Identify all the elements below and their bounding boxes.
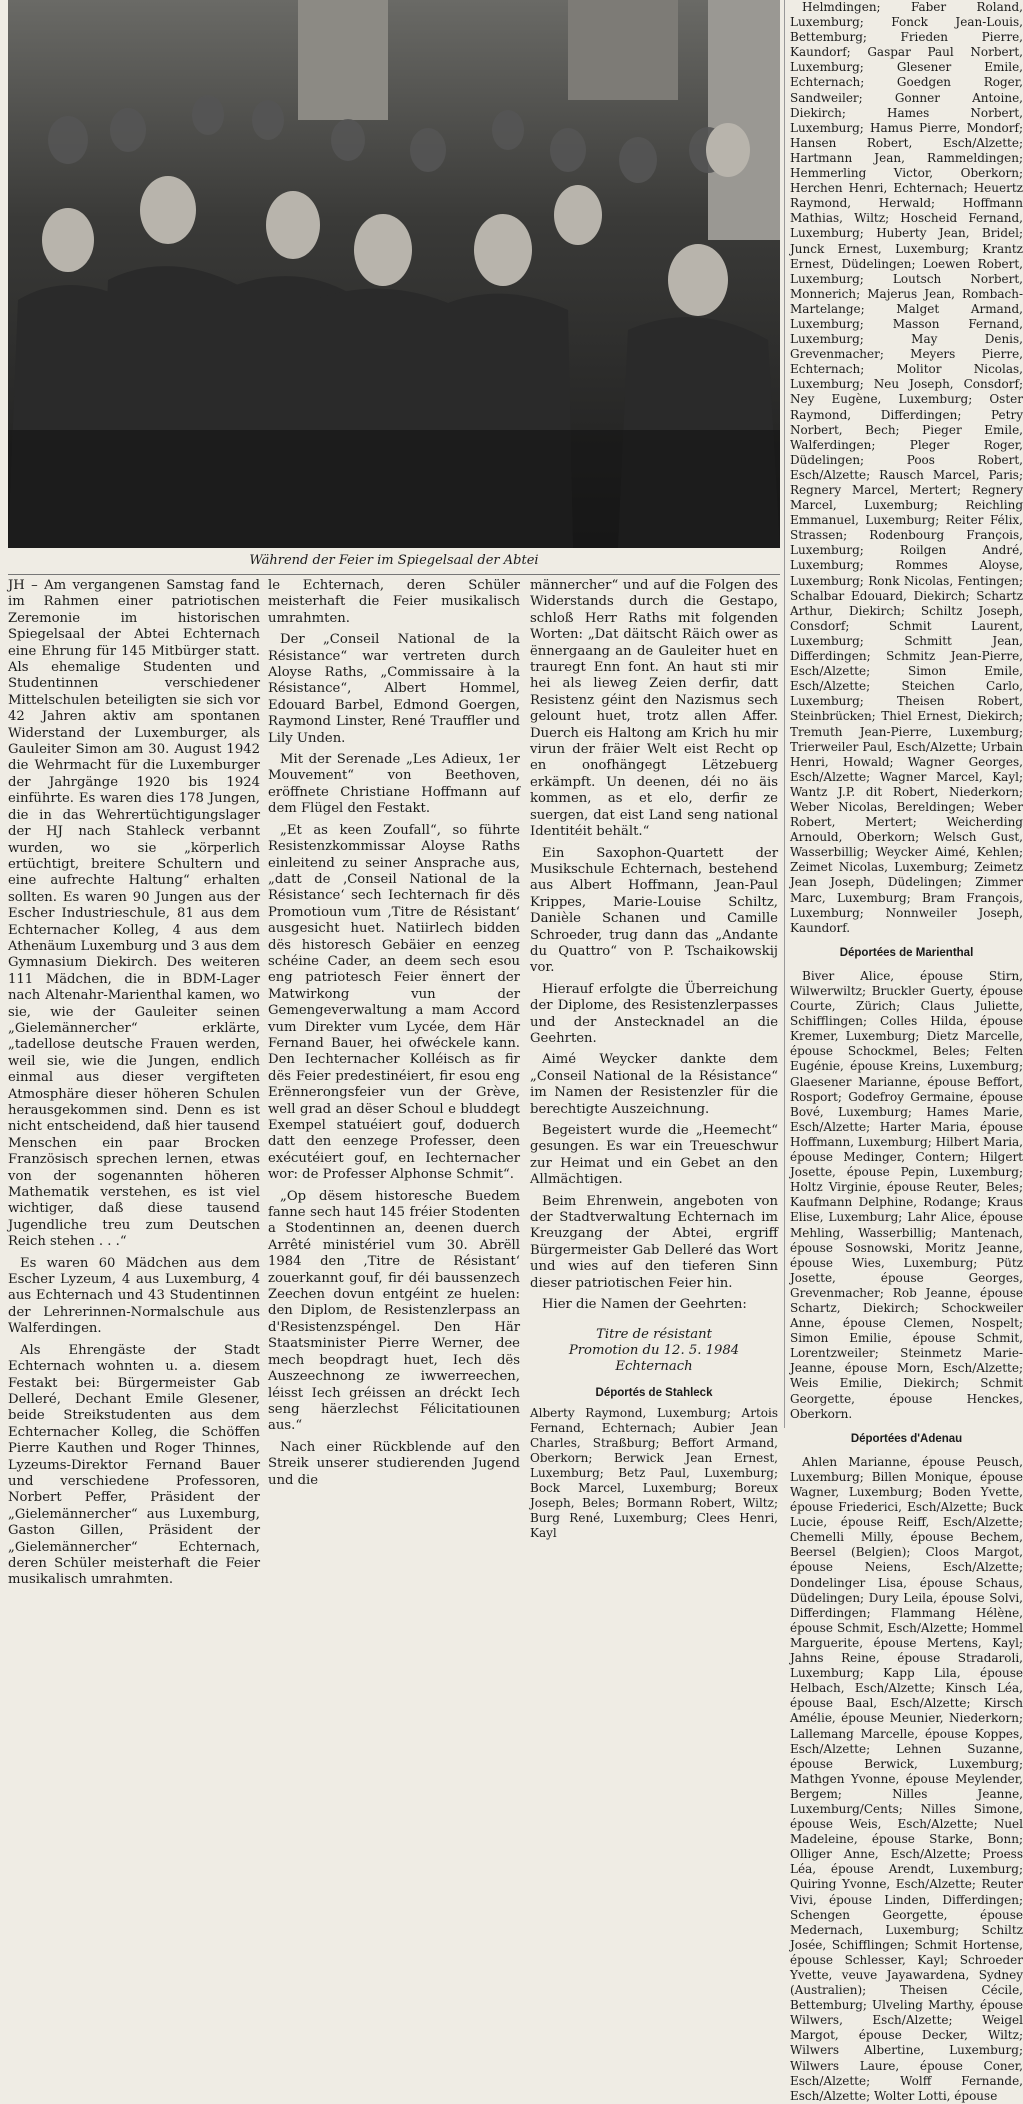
article-column-1 [8, 578, 260, 1594]
paragraph: Der „Conseil National de la Résistance“ war vertreten durch Aloyse Raths, „Commissaire à la Résistance“, Albert Hommel, Edouard Barbel, Edmond Goergen, Raymond Linster, René Trauffler und Lily Unden. [268, 632, 520, 746]
column-divider [784, 0, 785, 1428]
promotion-title-line: Titre de résistant [596, 1327, 712, 1343]
section-heading-adenau: Déportées d'Adenau [850, 1432, 963, 1445]
names-column [790, 0, 1023, 2103]
paragraph: Nach einer Rückblende auf den Streik unserer studierenden Jugend und die [268, 1439, 520, 1488]
paragraph: „Op dësem historesche Buedem fanne sech haut 145 fréier Stodenten a Stodentinnen an, deenen duerch Arrêté ministériel vum 30. Abrëll 1984 den ‚Titre de Résistant‘ zouerkannt gouf, fir déi baussenzech Zeechen dovun entgéint ze huelen: den Diplom, de Resistenzlerpass an d'Resistenzspéngel. Den Här Staatsminister Pierre Werner, dee mech beopdragt huet, Iech dës Auszeechnong ze iwwerreechen, léisst Iech gréissen an dréckt Iech seng häerzlechst Félicitatiounen aus.“ [268, 1188, 520, 1434]
section-heading-marienthal: Déportées de Marienthal [839, 946, 974, 959]
paragraph: Hierauf erfolgte die Überreichung der Diplome, des Resistenzlerpasses und der Anstecknadel an die Geehrten. [530, 981, 778, 1046]
audience-photo [8, 0, 780, 548]
paragraph: Als Ehrengäste der Stadt Echternach wohnten u. a. diesem Festakt bei: Bürgermeister Gab Delleré, Dechant Emile Glesener, beide Streikstudenten aus dem Echternacher Kolleg, die Schöffen Pierre Kauthen und Roger Thinnes, Lyzeums-Direktor Fernand Bauer und verschiedene Professoren, Norbert Peffer, Präsident der „Gielemännercher“ aus Luxemburg, Gaston Gillen, Präsident der „Gielemännercher“ Echternach, deren Schüler meisterhaft die Feier musikalisch umrahmten. [8, 1342, 260, 1588]
paragraph: „Et as keen Zoufall“, so führte Resistenzkommissar Aloyse Raths einleitend zu seiner Ansprache aus, „datt de ‚Conseil National de la Résistance‘ sech Iechternach fir dës Promotioun vum ‚Titre de Résistant‘ ausgesicht huet. Natiirlech bidden dës historesch Gebäier en eenzeg schéine Cader, an deem sech esou eng patriotesch Feier ënnert der Matwirkong vun der Gemengeverwaltung a mam Accord vum Direkter vum Lycée, dem Här Fernand Bauer, hei ofwéckele kann. Den Iechternacher Kolléisch as fir dës Feier predestinéiert, fir esou eng Erënnerongsfeier vun der Grève, well grad an dëser Schoul e bluddegt Exempel statuéiert gouf, doduerch datt den eenzege Professer, deen exécutéiert gouf, en Iechternacher wor: de Professer Alphonse Schmit“. [268, 822, 520, 1183]
paragraph: Mit der Serenade „Les Adieux, 1er Mouvement“ von Beethoven, eröffnete Christiane Hoffmann auf dem Flügel den Festakt. [268, 752, 520, 817]
paragraph: JH – Am vergangenen Samstag fand im Rahmen einer patriotischen Zeremonie im historischen Spiegelsaal der Abtei Echternach eine Ehrung für 145 Mitbürger statt. Als ehemalige Studenten und Studentinnen verschiedener Mittelschulen beteiligten sie sich vor 42 Jahren aktiv am spontanen Widerstand der Luxemburger, als Gauleiter Simon am 30. August 1942 die Wehrmacht für die Luxemburger der Jahrgänge 1920 bis 1924 einführte. Es waren dies 178 Jungen, die in das Wehrertüchtigungslager der HJ nach Stahleck verbannt wurden, wo sie „körperlich ertüchtigt, breitere Schultern und eine aufrechte Haltung“ erhalten sollten. Es waren 90 Jungen aus der Escher Industrieschule, 81 aus dem Echternacher Kolleg, 4 aus dem Athenäum Luxemburg und 3 aus dem Gymnasium Diekirch. Des weiteren 111 Mädchen, die in BDM-Lager nach Altenahr-Marienthal kamen, wo sie, wie der Gauleiter seinen „Gielemännercher“ erklärte, „tadellose deutsche Frauen werden, weil sie, wie die Jungen, endlich einmal aus dieser vergifteten Atmosphäre dieser höheren Schulen herausgekommen sind. Denn es ist nicht entscheidend, daß hier tausend Menschen ein paar Brocken Französisch sprechen lernen, etwas von der sogenannten höheren Mathematik verstehen, es ist viel wichtiger, daß diese tausend Jugendliche treu zum Deutschen Reich stehen . . .“ [8, 578, 260, 1250]
article-column-3 [530, 578, 778, 1546]
names-list: Alberty Raymond, Luxemburg; Artois Fernand, Echternach; Aubier Jean Charles, Straßburg; Beffort Armand, Oberkorn; Berwick Jean Ernest, Luxemburg; Betz Paul, Luxemburg; Bock Marcel, Luxemburg; Boreux Joseph, Beles; Bormann Robert, Wiltz; Burg René, Luxemburg; Clees Henri, Kayl [530, 1405, 778, 1540]
paragraph: Begeistert wurde die „Heemecht“ gesungen. Es war ein Treueschwur zur Heimat und ein Gebet an den Allmächtigen. [530, 1123, 778, 1188]
paragraph: Hier die Namen der Geehrten: [542, 1297, 747, 1313]
paragraph: Es waren 60 Mädchen aus dem Escher Lyzeum, 4 aus Luxemburg, 4 aus Echternach und 43 Studentinnen der Lehrerinnen-Normalschule aus Walferdingen. [8, 1255, 260, 1337]
names-list: Helmdingen; Faber Roland, Luxemburg; Fonck Jean-Louis, Bettemburg; Frieden Pierre, Kaundorf; Gaspar Paul Norbert, Luxemburg; Glesener Emile, Echternach; Goedgen Roger, Sandweiler; Gonner Antoine, Diekirch; Hames Norbert, Luxemburg; Hamus Pierre, Mondorf; Hansen Robert, Esch/Alzette; Hartmann Jean, Rammeldingen; Hemmerling Victor, Oberkorn; Herchen Henri, Echternach; Heuertz Raymond, Herwald; Hoffmann Mathias, Wiltz; Hoscheid Fernand, Luxemburg; Huberty Jean, Bridel; Junck Ernest, Luxemburg; Krantz Ernest, Düdelingen; Loewen Robert, Luxemburg; Loutsch Norbert, Monnerich; Majerus Jean, Rombach-Martelange; Malget Armand, Luxemburg; Masson Fernand, Luxemburg; May Denis, Grevenmacher; Meyers Pierre, Echternach; Molitor Nicolas, Luxemburg; Neu Joseph, Consdorf; Ney Eugène, Luxemburg; Oster Raymond, Differdingen; Petry Norbert, Bech; Pieger Emile, Walferdingen; Pleger Roger, Düdelingen; Poos Robert, Esch/Alzette; Rausch Marcel, Paris; Regnery Marcel, Mertert; Regnery Marcel, Luxemburg; Reichling Emmanuel, Luxemburg; Reiter Félix, Strassen; Rodenbourg François, Luxemburg; Roilgen André, Luxemburg; Rommes Aloyse, Luxemburg; Ronk Nicolas, Fentingen; Schalbar Edouard, Diekirch; Schartz Arthur, Diekirch; Schiltz Joseph, Consdorf; Schmit Laurent, Luxemburg; Schmitt Jean, Differdingen; Schmitz Jean-Pierre, Esch/Alzette; Simon Emile, Esch/Alzette; Steichen Carlo, Luxemburg; Theisen Robert, Steinbrücken; Thiel Ernest, Diekirch; Tremuth Jean-Pierre, Luxemburg; Trierweiler Paul, Esch/Alzette; Urbain Henri, Howald; Wagner Georges, Esch/Alzette; Wagner Marcel, Kayl; Wantz J.P. dit Robert, Niederkorn; Weber Nicolas, Bereldingen; Weber Robert, Mertert; Weicherding Arnould, Oberkorn; Welsch Gust, Wasserbillig; Weycker Aimé, Kehlen; Zeimet Nicolas, Luxemburg; Zeimetz Jean Joseph, Düdelingen; Zimmer Marc, Luxemburg; Bram François, Luxemburg; Nonnweiler Joseph, Kaundorf. [790, 0, 1023, 935]
paragraph: männercher“ und auf die Folgen des Widerstands durch die Gestapo, schloß Herr Raths mit folgenden Worten: „Dat däitscht Räich ower as ënnergaang an de Gauleiter huet en trauregt Enn font. An haut sti mir hei als lieweg Zeien derfir, datt Resistenz géint den Nazismus sech gelount huet, trotz allen Affer. Duerch eis Haltong am Krich hu mir virun der fräier Welt eist Recht op en onofhängegt Lëtzebuerg erkämpft. Un deenen, déi no äis kommen, as et elo, derfir ze suergen, dat eist Land seng national Identitéit behält.“ [530, 578, 778, 840]
names-list: Biver Alice, épouse Stirn, Wilwerwiltz; Bruckler Guerty, épouse Courte, Zürich; Claus Juliette, Schifflingen; Colles Hilda, épouse Kremer, Luxemburg; Dietz Marcelle, épouse Schockmel, Beles; Felten Eugénie, épouse Kreins, Luxemburg; Glaesener Marianne, épouse Beffort, Rosport; Godefroy Germaine, épouse Bové, Luxemburg; Hames Marie, Esch/Alzette; Harter Maria, épouse Hoffmann, Luxemburg; Hilbert Maria, épouse Medinger, Contern; Hilgert Josette, épouse Pepin, Luxemburg; Holtz Virginie, épouse Reuter, Beles; Kaufmann Delphine, Rodange; Kraus Elise, Luxemburg; Lahr Alice, épouse Mehling, Wasserbillig; Mantenach, épouse Sosnowski, Moritz Jeanne, épouse Wies, Luxemburg; Pütz Josette, épouse Georges, Grevenmacher; Rob Jeanne, épouse Schartz, Diekirch; Schockweiler Anne, épouse Clemen, Nospelt; Simon Emilie, épouse Schmit, Lorentzweiler; Steinmetz Marie-Jeanne, épouse Morn, Esch/Alzette; Weis Emilie, Diekirch; Schmit Georgette, épouse Henckes, Oberkorn. [790, 968, 1023, 1421]
paragraph: Beim Ehrenwein, angeboten von der Stadtverwaltung Echternach im Kreuzgang der Abtei, ergriff Bürgermeister Gab Delleré das Wort und wies auf den tieferen Sinn dieser patriotischen Feier hin. [530, 1193, 778, 1291]
photo-caption: Während der Feier im Spiegelsaal der Abtei [8, 548, 780, 575]
promotion-title-line: Echternach [615, 1359, 693, 1375]
photograph [8, 0, 780, 548]
paragraph: Ein Saxophon-Quartett der Musikschule Echternach, bestehend aus Albert Hoffmann, Jean-Paul Krippes, Marie-Louise Schiltz, Danièle Schanen und Camille Schroeder, trug dann das „Andante du Quattro“ von P. Tschaikowskij vor. [530, 845, 778, 976]
paragraph: Aimé Weycker dankte dem „Conseil National de la Résistance“ im Namen der Resistenzler für die berechtigte Auszeichnung. [530, 1052, 778, 1117]
paragraph: le Echternach, deren Schüler meisterhaft die Feier musikalisch umrahmten. [268, 578, 520, 626]
promotion-title [530, 1327, 778, 1375]
article-column-2 [268, 578, 520, 1494]
names-list: Ahlen Marianne, épouse Peusch, Luxemburg; Billen Monique, épouse Wagner, Luxemburg; Boden Yvette, épouse Friederici, Esch/Alzette; Buck Lucie, épouse Reiff, Esch/Alzette; Chemelli Milly, épouse Bechem, Beersel (Belgien); Cloos Margot, épouse Neiens, Esch/Alzette; Dondelinger Lisa, épouse Schaus, Düdelingen; Dury Leila, épouse Solvi, Differdingen; Flammang Hélène, épouse Schmit, Esch/Alzette; Hommel Marguerite, épouse Mertens, Kayl; Jahns Reine, épouse Stradaroli, Luxemburg; Kapp Lila, épouse Helbach, Esch/Alzette; Kinsch Léa, épouse Baal, Esch/Alzette; Kirsch Amélie, épouse Meunier, Niederkorn; Lallemang Marcelle, épouse Koppes, Esch/Alzette; Lehnen Suzanne, épouse Berwick, Luxemburg; Mathgen Yvonne, épouse Meylender, Bergem; Nilles Jeanne, Luxemburg/Cents; Nilles Simone, épouse Weis, Esch/Alzette; Nuel Madeleine, épouse Starke, Bonn; Olliger Anne, Esch/Alzette; Proess Léa, épouse Arendt, Luxemburg; Quiring Yvonne, Esch/Alzette; Reuter Vivi, épouse Linden, Differdingen; Schengen Georgette, épouse Medernach, Luxemburg; Schiltz Josée, Schifflingen; Schmit Hortense, épouse Schlesser, Kayl; Schroeder Yvette, veuve Jayawardena, Sydney (Australien); Theisen Cécile, Bettemburg; Ulveling Marthy, épouse Wilwers, Esch/Alzette; Weigel Margot, épouse Decker, Wiltz; Wilwers Albertine, Luxemburg; Wilwers Laure, épouse Coner, Esch/Alzette; Wolff Fernande, Esch/Alzette; Wolter Lotti, épouse [790, 1454, 1023, 2103]
section-heading-stahleck: Déportés de Stahleck [595, 1387, 713, 1400]
promotion-title-line: Promotion du 12. 5. 1984 [568, 1343, 740, 1359]
